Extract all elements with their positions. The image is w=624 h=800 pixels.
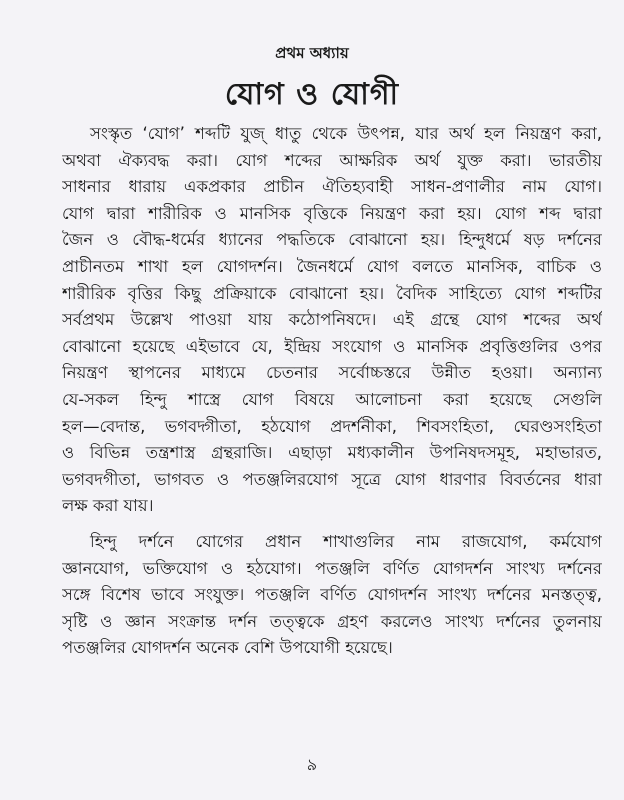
text-line: প্রাচীনতম শাখা হল যোগদর্শন। জৈনধর্মে যোগ বলতে মানসিক, বাচিক ও [62, 256, 602, 276]
text-line: জৈন ও বৌদ্ধ-ধর্মের ধ্যানের পদ্ধতিকে বোঝানো হয়। হিন্দুধর্মে ষড় দর্শনের [62, 230, 602, 250]
body-text [62, 121, 602, 662]
page-number: ৯ [306, 755, 318, 774]
text-line: বোঝানো হয়েছে এইভাবে যে, ইন্দ্রিয় সংযোগ ও মানসিক প্রবৃত্তিগুলির ওপর [62, 336, 602, 356]
text-line: সৃষ্টি ও জ্ঞান সংক্রান্ত দর্শন তত্ত্বকে গ্রহণ করলেও সাংখ্য দর্শনের তুলনায় [62, 611, 602, 631]
text-line: পতঞ্জলির যোগদর্শন অনেক বেশি উপযোগী হয়েছে। [62, 638, 393, 658]
text-line: শারীরিক বৃত্তির কিছু প্রক্রিয়াকে বোঝানো হয়। বৈদিক সাহিত্যে যোগ শব্দটির [62, 283, 602, 303]
text-line: জ্ঞানযোগ, ভক্তিযোগ ও হঠযোগ। পতঞ্জলি বর্ণিত যোগদর্শন সাংখ্য দর্শনের [62, 558, 602, 578]
text-line: ও বিভিন্ন তন্ত্রশাস্ত্র গ্রন্থরাজি। এছাড়া মধ্যকালীন উপনিষদসমূহ, মহাভারত, [62, 443, 602, 463]
chapter-label: প্রথম অধ্যায় [275, 44, 349, 62]
page-title: যোগ ও যোগী [224, 77, 400, 112]
text-line: অথবা ঐক্যবদ্ধ করা। যোগ শব্দের আক্ষরিক অর্থ যুক্ত করা। ভারতীয় [62, 150, 602, 170]
text-line: ভগবদগীতা, ভাগবত ও পতঞ্জলিরযোগ সূত্রে যোগ ধারণার বিবর্তনের ধারা [62, 469, 602, 489]
text-line: সংস্কৃত ‘যোগ’ শব্দটি যুজ্ ধাতু থেকে উৎপন্ন, যার অর্থ হল নিয়ন্ত্রণ করা, [90, 124, 602, 143]
text-line: সঙ্গে বিশেষ ভাবে সংযুক্ত। পতঞ্জলি বর্ণিত যোগদর্শন সাংখ্য দর্শনের মনস্তত্ত্ব, [62, 585, 602, 605]
text-line: হিন্দু দর্শনে যোগের প্রধান শাখাগুলির নাম রাজযোগ, কর্মযোগ [90, 531, 602, 551]
text-line: সর্বপ্রথম উল্লেখ পাওয়া যায় কঠোপনিষদে। এই গ্রন্থে যোগ শব্দের অর্থ [62, 310, 602, 330]
paragraph-2 [62, 529, 602, 662]
text-line: যোগ দ্বারা শারীরিক ও মানসিক বৃত্তিকে নিয়ন্ত্রণ করা হয়। যোগ শব্দ দ্বারা [62, 203, 602, 223]
paragraph-1 [62, 121, 602, 520]
text-line: যে-সকল হিন্দু শাস্ত্রে যোগ বিষয়ে আলোচনা করা হয়েছে সেগুলি [62, 389, 602, 409]
text-line: লক্ষ করা যায়। [62, 496, 154, 516]
text-line: সাধনার ধারায় একপ্রকার প্রাচীন ঐতিহ্যবাহী সাধন-প্রণালীর নাম যোগ। [62, 177, 602, 197]
text-line: নিয়ন্ত্রণ স্থাপনের মাধ্যমে চেতনার সর্বোচ্চস্তরে উন্নীত হওয়া। অন্যান্য [62, 363, 602, 383]
text-line: হল—বেদান্ত, ভগবদ্গীতা, হঠযোগ প্রদর্শনীকা, শিবসংহিতা, ঘেরণ্ডসংহিতা [62, 416, 602, 436]
